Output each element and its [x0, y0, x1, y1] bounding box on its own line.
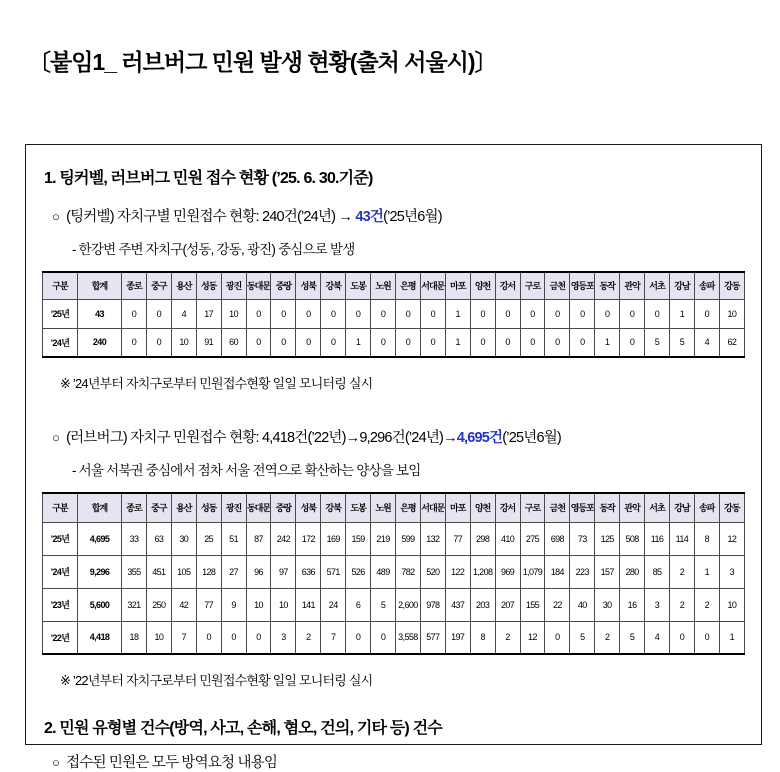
table-cell: 12	[719, 522, 744, 555]
row-total: 43	[78, 299, 122, 328]
table-cell: 30	[171, 522, 196, 555]
table-cell: 0	[346, 621, 371, 654]
table-cell: 0	[545, 328, 570, 357]
table-cell: 0	[620, 299, 645, 328]
table-cell: 1	[694, 555, 719, 588]
table-cell: 0	[694, 621, 719, 654]
table-cell: 0	[620, 328, 645, 357]
table-cell: 2	[669, 555, 694, 588]
row-total: 240	[78, 328, 122, 357]
lovebug-current-count: 4,695건	[456, 430, 503, 446]
tinkerbell-current-count: 43건	[355, 209, 384, 225]
table-cell: 7	[321, 621, 346, 654]
table-cell: 219	[371, 522, 396, 555]
table-row	[43, 555, 745, 588]
table-cell: 636	[296, 555, 321, 588]
row-total: 4,418	[78, 621, 122, 654]
column-header: 노원	[371, 272, 396, 299]
table-cell: 17	[196, 299, 221, 328]
table-cell: 599	[395, 522, 420, 555]
table-cell: 1,079	[520, 555, 545, 588]
section2-bullet	[52, 751, 745, 772]
column-header: 구분	[43, 493, 78, 522]
column-header: 송파	[694, 272, 719, 299]
table-cell: 298	[470, 522, 495, 555]
tinkerbell-table	[42, 271, 745, 358]
table-cell: 203	[470, 588, 495, 621]
circle-bullet-icon: ○	[52, 209, 60, 224]
column-header: 노원	[371, 493, 396, 522]
row-label: ’25년	[43, 299, 78, 328]
table-cell: 42	[171, 588, 196, 621]
table-cell: 207	[495, 588, 520, 621]
column-header: 강북	[321, 272, 346, 299]
table-cell: 10	[221, 299, 246, 328]
table-cell: 60	[221, 328, 246, 357]
table-cell: 2,600	[395, 588, 420, 621]
table-cell: 0	[271, 328, 296, 357]
table-cell: 97	[271, 555, 296, 588]
table-cell: 1	[346, 328, 371, 357]
table-cell: 0	[470, 328, 495, 357]
table-cell: 7	[171, 621, 196, 654]
table-cell: 9	[221, 588, 246, 621]
table-cell: 87	[246, 522, 271, 555]
table-cell: 410	[495, 522, 520, 555]
table-cell: 0	[346, 299, 371, 328]
table-cell: 1	[595, 328, 620, 357]
table-cell: 10	[271, 588, 296, 621]
table-cell: 3	[719, 555, 744, 588]
column-header: 종로	[122, 272, 147, 299]
table-row	[43, 522, 745, 555]
column-header: 서대문	[420, 493, 445, 522]
table-cell: 223	[570, 555, 595, 588]
document-title: 〔붙임1_ 러브버그 민원 발생 현황(출처 서울시)〕	[28, 49, 497, 75]
lovebug-summary	[52, 426, 745, 447]
table-cell: 0	[122, 299, 147, 328]
column-header: 성북	[296, 493, 321, 522]
table-cell: 0	[271, 299, 296, 328]
table-cell: 22	[545, 588, 570, 621]
table-cell: 520	[420, 555, 445, 588]
column-header: 강북	[321, 493, 346, 522]
table-cell: 0	[545, 621, 570, 654]
table-cell: 0	[595, 299, 620, 328]
table-cell: 30	[595, 588, 620, 621]
table-cell: 698	[545, 522, 570, 555]
table-cell: 0	[371, 621, 396, 654]
table-cell: 0	[321, 299, 346, 328]
column-header: 서초	[645, 493, 670, 522]
table-cell: 4	[171, 299, 196, 328]
table-cell: 132	[420, 522, 445, 555]
table-cell: 8	[694, 522, 719, 555]
table-cell: 0	[520, 328, 545, 357]
column-header: 중구	[146, 493, 171, 522]
monitoring-note-2: ※ ’22년부터 자치구로부터 민원접수현황 일일 모니터링 실시	[60, 673, 373, 688]
table-cell: 508	[620, 522, 645, 555]
table-cell: 0	[395, 328, 420, 357]
table-cell: 122	[445, 555, 470, 588]
table-cell: 125	[595, 522, 620, 555]
section1-heading: 1. 팅커벨, 러브버그 민원 접수 현황 (’25. 6. 30.기준)	[44, 170, 373, 187]
tinkerbell-summary	[52, 205, 745, 226]
table-cell: 51	[221, 522, 246, 555]
column-header: 합계	[78, 272, 122, 299]
table-cell: 0	[545, 299, 570, 328]
table-cell: 159	[346, 522, 371, 555]
table-cell: 0	[371, 299, 396, 328]
table-cell: 3,558	[395, 621, 420, 654]
table-cell: 172	[296, 522, 321, 555]
table-cell: 280	[620, 555, 645, 588]
table-cell: 0	[470, 299, 495, 328]
table-row	[43, 299, 745, 328]
table-cell: 10	[171, 328, 196, 357]
column-header: 마포	[445, 272, 470, 299]
column-header: 강서	[495, 493, 520, 522]
table-cell: 355	[122, 555, 147, 588]
tinkerbell-subnote: - 한강변 주변 자치구(성동, 강동, 광진) 중심으로 발생	[72, 242, 355, 257]
table-cell: 157	[595, 555, 620, 588]
table-cell: 0	[146, 299, 171, 328]
lovebug-summary-text: (러브버그) 자치구 민원접수 현황: 4,418건(’22년)→9,296건(’24년)→	[66, 430, 457, 446]
table-cell: 91	[196, 328, 221, 357]
table-cell: 0	[246, 328, 271, 357]
table-cell: 0	[570, 299, 595, 328]
table-cell: 250	[146, 588, 171, 621]
row-label: ’23년	[43, 588, 78, 621]
table-cell: 0	[296, 328, 321, 357]
section2-heading: 2. 민원 유형별 건수(방역, 사고, 손해, 혐오, 건의, 기타 등) 건수	[44, 720, 442, 737]
table-cell: 321	[122, 588, 147, 621]
column-header: 양천	[470, 272, 495, 299]
tinkerbell-summary-suffix: (’25년6월)	[383, 209, 442, 225]
table-cell: 0	[420, 299, 445, 328]
table-cell: 0	[495, 299, 520, 328]
circle-bullet-icon: ○	[52, 755, 60, 770]
table-cell: 10	[246, 588, 271, 621]
column-header: 용산	[171, 493, 196, 522]
column-header: 구로	[520, 272, 545, 299]
lovebug-subnote: - 서울 서북권 중심에서 점차 서울 전역으로 확산하는 양상을 보임	[72, 463, 421, 478]
column-header: 구로	[520, 493, 545, 522]
table-cell: 141	[296, 588, 321, 621]
column-header: 강동	[719, 493, 744, 522]
lovebug-summary-suffix: (’25년6월)	[502, 430, 561, 446]
column-header: 은평	[395, 493, 420, 522]
table-cell: 782	[395, 555, 420, 588]
table-cell: 12	[520, 621, 545, 654]
column-header: 영등포	[570, 493, 595, 522]
column-header: 동대문	[246, 272, 271, 299]
table-cell: 0	[122, 328, 147, 357]
table-cell: 24	[321, 588, 346, 621]
table-cell: 1	[669, 299, 694, 328]
table-cell: 128	[196, 555, 221, 588]
column-header: 관악	[620, 272, 645, 299]
table-cell: 25	[196, 522, 221, 555]
row-label: ’22년	[43, 621, 78, 654]
table-cell: 10	[146, 621, 171, 654]
table-cell: 0	[570, 328, 595, 357]
column-header: 광진	[221, 272, 246, 299]
table-cell: 2	[595, 621, 620, 654]
lovebug-table	[42, 492, 745, 655]
column-header: 중구	[146, 272, 171, 299]
table-cell: 0	[246, 299, 271, 328]
table-cell: 10	[719, 299, 744, 328]
table-cell: 0	[395, 299, 420, 328]
column-header: 동작	[595, 493, 620, 522]
monitoring-note-1: ※ ’24년부터 자치구로부터 민원접수현황 일일 모니터링 실시	[60, 376, 373, 391]
table-header-row	[43, 272, 745, 299]
column-header: 강서	[495, 272, 520, 299]
table-cell: 0	[196, 621, 221, 654]
table-header-row	[43, 493, 745, 522]
table-cell: 197	[445, 621, 470, 654]
column-header: 은평	[395, 272, 420, 299]
table-cell: 1	[719, 621, 744, 654]
table-cell: 4	[645, 621, 670, 654]
table-cell: 5	[669, 328, 694, 357]
table-row	[43, 328, 745, 357]
table-cell: 5	[570, 621, 595, 654]
column-header: 서초	[645, 272, 670, 299]
table-cell: 0	[420, 328, 445, 357]
column-header: 영등포	[570, 272, 595, 299]
table-cell: 3	[271, 621, 296, 654]
column-header: 성북	[296, 272, 321, 299]
table-cell: 0	[645, 299, 670, 328]
table-cell: 40	[570, 588, 595, 621]
table-cell: 2	[669, 588, 694, 621]
table-cell: 489	[371, 555, 396, 588]
table-cell: 10	[719, 588, 744, 621]
table-cell: 0	[694, 299, 719, 328]
column-header: 성동	[196, 493, 221, 522]
table-cell: 571	[321, 555, 346, 588]
table-row	[43, 621, 745, 654]
table-cell: 451	[146, 555, 171, 588]
section2-bullet-text: 접수된 민원은 모두 방역요청 내용임	[66, 755, 278, 771]
table-cell: 18	[122, 621, 147, 654]
table-cell: 4	[694, 328, 719, 357]
table-cell: 0	[669, 621, 694, 654]
table-cell: 62	[719, 328, 744, 357]
table-cell: 85	[645, 555, 670, 588]
table-cell: 184	[545, 555, 570, 588]
table-cell: 577	[420, 621, 445, 654]
table-cell: 0	[321, 328, 346, 357]
table-cell: 116	[645, 522, 670, 555]
column-header: 중랑	[271, 493, 296, 522]
table-cell: 437	[445, 588, 470, 621]
table-cell: 96	[246, 555, 271, 588]
table-cell: 0	[371, 328, 396, 357]
column-header: 금천	[545, 493, 570, 522]
column-header: 송파	[694, 493, 719, 522]
table-cell: 2	[694, 588, 719, 621]
content-box	[25, 144, 762, 771]
table-cell: 114	[669, 522, 694, 555]
row-total: 4,695	[78, 522, 122, 555]
table-cell: 3	[645, 588, 670, 621]
table-cell: 16	[620, 588, 645, 621]
table-cell: 73	[570, 522, 595, 555]
table-cell: 2	[495, 621, 520, 654]
column-header: 합계	[78, 493, 122, 522]
column-header: 종로	[122, 493, 147, 522]
row-total: 5,600	[78, 588, 122, 621]
table-cell: 6	[346, 588, 371, 621]
table-cell: 1	[445, 299, 470, 328]
column-header: 양천	[470, 493, 495, 522]
table-cell: 2	[296, 621, 321, 654]
column-header: 강남	[669, 493, 694, 522]
circle-bullet-icon: ○	[52, 430, 60, 445]
table-cell: 0	[221, 621, 246, 654]
table-cell: 969	[495, 555, 520, 588]
table-cell: 63	[146, 522, 171, 555]
column-header: 구분	[43, 272, 78, 299]
table-cell: 5	[371, 588, 396, 621]
table-cell: 0	[296, 299, 321, 328]
table-cell: 0	[495, 328, 520, 357]
table-cell: 0	[520, 299, 545, 328]
row-total: 9,296	[78, 555, 122, 588]
column-header: 도봉	[346, 493, 371, 522]
column-header: 동작	[595, 272, 620, 299]
column-header: 관악	[620, 493, 645, 522]
table-cell: 8	[470, 621, 495, 654]
column-header: 강동	[719, 272, 744, 299]
tinkerbell-summary-text: (팅커벨) 자치구별 민원접수 현황: 240건(’24년) →	[66, 209, 356, 225]
row-label: ’25년	[43, 522, 78, 555]
row-label: ’24년	[43, 555, 78, 588]
table-cell: 27	[221, 555, 246, 588]
table-cell: 33	[122, 522, 147, 555]
column-header: 광진	[221, 493, 246, 522]
column-header: 마포	[445, 493, 470, 522]
table-cell: 1	[445, 328, 470, 357]
table-cell: 5	[620, 621, 645, 654]
row-label: ’24년	[43, 328, 78, 357]
column-header: 중랑	[271, 272, 296, 299]
column-header: 금천	[545, 272, 570, 299]
table-cell: 0	[246, 621, 271, 654]
column-header: 동대문	[246, 493, 271, 522]
column-header: 용산	[171, 272, 196, 299]
column-header: 강남	[669, 272, 694, 299]
table-cell: 978	[420, 588, 445, 621]
table-cell: 0	[146, 328, 171, 357]
column-header: 서대문	[420, 272, 445, 299]
table-cell: 105	[171, 555, 196, 588]
table-cell: 77	[196, 588, 221, 621]
table-cell: 275	[520, 522, 545, 555]
table-cell: 242	[271, 522, 296, 555]
table-cell: 155	[520, 588, 545, 621]
table-cell: 77	[445, 522, 470, 555]
table-row	[43, 588, 745, 621]
table-cell: 169	[321, 522, 346, 555]
column-header: 도봉	[346, 272, 371, 299]
table-cell: 526	[346, 555, 371, 588]
table-cell: 5	[645, 328, 670, 357]
column-header: 성동	[196, 272, 221, 299]
table-cell: 1,208	[470, 555, 495, 588]
